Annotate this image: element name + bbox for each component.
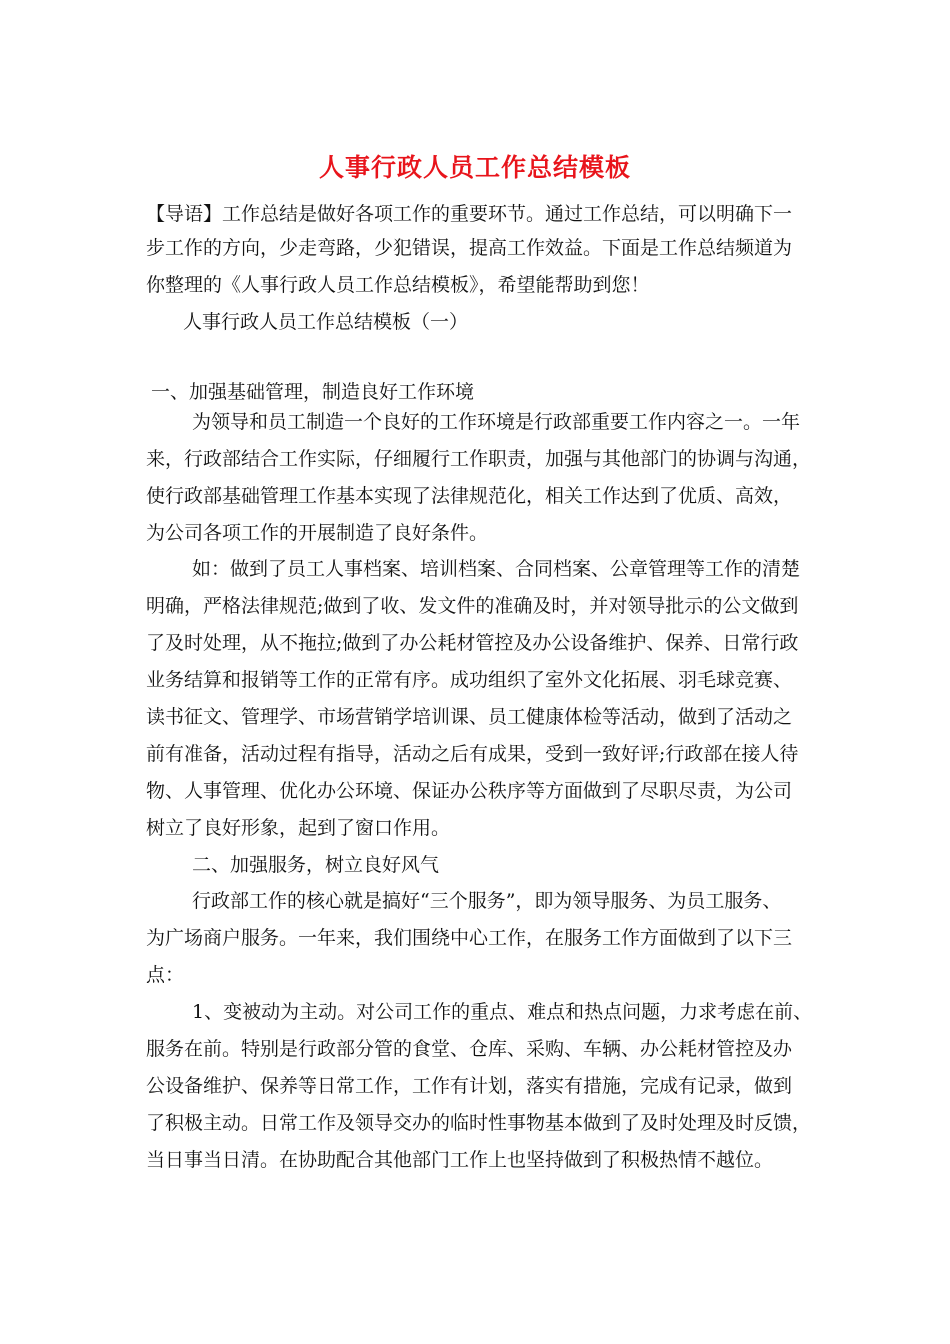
paragraph-2-line-1: 如：做到了员工人事档案、培训档案、合同档案、公章管理等工作的清楚	[192, 558, 801, 580]
paragraph-2-line-4: 业务结算和报销等工作的正常有序。成功组织了室外文化拓展、羽毛球竞赛、	[146, 669, 793, 691]
paragraph-4-line-1: 1、变被动为主动。对公司工作的重点、难点和热点问题，力求考虑在前、	[192, 1001, 813, 1023]
intro-line-1: 【导语】工作总结是做好各项工作的重要环节。通过工作总结，可以明确下一	[146, 203, 793, 225]
paragraph-1-line-2: 来，行政部结合工作实际，仔细履行工作职责，加强与其他部门的协调与沟通，	[146, 448, 812, 470]
paragraph-4-line-4: 了积极主动。日常工作及领导交办的临时性事物基本做到了及时处理及时反馈，	[146, 1112, 812, 1134]
document-title: 人事行政人员工作总结模板	[318, 153, 631, 182]
paragraph-1-line-1: 为领导和员工制造一个良好的工作环境是行政部重要工作内容之一。一年	[192, 411, 801, 433]
paragraph-3-line-3: 点：	[146, 964, 185, 986]
paragraph-4-line-3: 公设备维护、保养等日常工作，工作有计划，落实有措施，完成有记录，做到	[146, 1075, 793, 1097]
heading-1: 一、加强基础管理，制造良好工作环境	[151, 381, 475, 403]
paragraph-2-line-3: 了及时处理，从不拖拉;做到了办公耗材管控及办公设备维护、保养、日常行政	[146, 632, 799, 654]
intro-line-3: 你整理的《人事行政人员工作总结模板》，希望能帮助到您！	[146, 274, 650, 296]
paragraph-3-line-1: 行政部工作的核心就是搞好“三个服务”，即为领导服务、为员工服务、	[192, 890, 782, 912]
paragraph-4-line-5: 当日事当日清。在协助配合其他部门工作上也坚持做到了积极热情不越位。	[146, 1149, 774, 1171]
paragraph-1-line-4: 为公司各项工作的开展制造了良好条件。	[146, 522, 489, 544]
paragraph-2-line-5: 读书征文、管理学、市场营销学培训课、员工健康体检等活动，做到了活动之	[146, 706, 793, 728]
paragraph-2-line-7: 物、人事管理、优化办公环境、保证办公秩序等方面做到了尽职尽责，为公司	[146, 780, 793, 802]
paragraph-2-line-8: 树立了良好形象，起到了窗口作用。	[146, 817, 451, 839]
intro-line-2: 步工作的方向，少走弯路，少犯错误，提高工作效益。下面是工作总结频道为	[146, 237, 793, 259]
paragraph-1-line-3: 使行政部基础管理工作基本实现了法律规范化，相关工作达到了优质、高效，	[146, 485, 793, 507]
section-subtitle: 人事行政人员工作总结模板（一）	[183, 311, 469, 333]
paragraph-4-line-2: 服务在前。特别是行政部分管的食堂、仓库、采购、车辆、办公耗材管控及办	[146, 1038, 793, 1060]
paragraph-2-line-6: 前有准备，活动过程有指导，活动之后有成果，受到一致好评;行政部在接人待	[146, 743, 799, 765]
paragraph-2-line-2: 明确，严格法律规范;做到了收、发文件的准确及时，并对领导批示的公文做到	[146, 595, 799, 617]
heading-2: 二、加强服务，树立良好风气	[192, 854, 440, 876]
paragraph-3-line-2: 为广场商户服务。一年来，我们围绕中心工作，在服务工作方面做到了以下三	[146, 927, 793, 949]
